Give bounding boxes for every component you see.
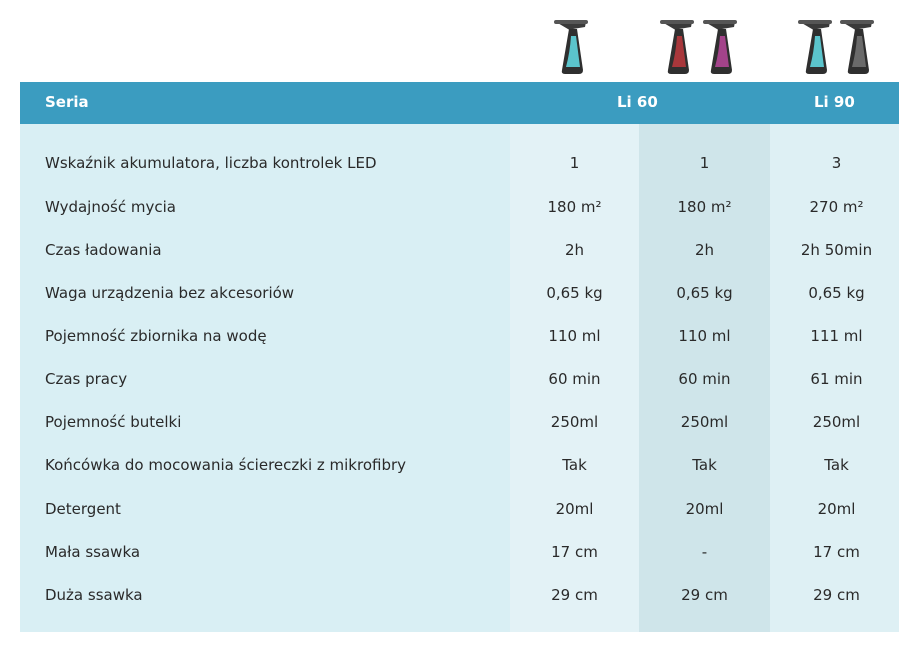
value-li60-b: 29 cm	[681, 586, 728, 604]
header-series-label: Seria	[45, 93, 89, 111]
row-label: Pojemność zbiornika na wodę	[45, 327, 267, 345]
table-row	[20, 315, 899, 358]
value-li90: 3	[831, 154, 842, 172]
vacuum-grey-icon	[838, 18, 878, 76]
table-row	[20, 142, 899, 185]
row-label: Czas ładowania	[45, 241, 162, 259]
table-row	[20, 401, 899, 444]
row-label: Wydajność mycia	[45, 198, 176, 216]
value-li60-b: Tak	[692, 456, 717, 474]
table-row	[20, 444, 899, 487]
vacuum-red-icon	[658, 18, 698, 76]
value-li60-b: -	[701, 543, 708, 561]
row-label: Czas pracy	[45, 370, 128, 388]
value-li60-a: 180 m²	[547, 198, 602, 216]
value-li60-a: 2h	[564, 241, 585, 259]
value-li90: 270 m²	[809, 198, 864, 216]
value-li60-b: 180 m²	[677, 198, 732, 216]
row-label: Końcówka do mocowania ściereczki z mikrofibry	[45, 456, 407, 474]
value-li60-b: 20ml	[685, 500, 724, 518]
value-li60-a: 60 min	[548, 370, 601, 388]
row-label: Mała ssawka	[45, 543, 141, 561]
vacuum-turquoise-dark-icon	[796, 18, 836, 76]
row-label: Duża ssawka	[45, 586, 143, 604]
value-li60-a: 250ml	[550, 413, 599, 431]
value-li60-a: Tak	[562, 456, 587, 474]
value-li90: Tak	[824, 456, 849, 474]
value-li60-b: 2h	[694, 241, 715, 259]
vacuum-turquoise-icon	[552, 18, 592, 76]
table-header	[20, 82, 899, 124]
value-li90: 0,65 kg	[808, 284, 865, 302]
value-li90: 250ml	[812, 413, 861, 431]
value-li60-b: 110 ml	[678, 327, 731, 345]
table-row	[20, 531, 899, 574]
value-li60-a: 1	[569, 154, 580, 172]
table-row	[20, 574, 899, 617]
vacuum-purple-icon	[701, 18, 741, 76]
table-row	[20, 358, 899, 401]
table-row	[20, 229, 899, 272]
value-li60-a: 110 ml	[548, 327, 601, 345]
value-li90: 61 min	[810, 370, 863, 388]
value-li60-b: 60 min	[678, 370, 731, 388]
table-row	[20, 272, 899, 315]
row-label: Pojemność butelki	[45, 413, 182, 431]
value-li90: 29 cm	[813, 586, 860, 604]
table-row	[20, 186, 899, 229]
value-li60-a: 20ml	[555, 500, 594, 518]
header-li90-label: Li 90	[814, 93, 855, 111]
table-row	[20, 488, 899, 531]
header-li60-label: Li 60	[617, 93, 658, 111]
value-li60-b: 0,65 kg	[676, 284, 733, 302]
value-li60-b: 250ml	[680, 413, 729, 431]
value-li60-a: 0,65 kg	[546, 284, 603, 302]
value-li60-a: 29 cm	[551, 586, 598, 604]
value-li90: 20ml	[817, 500, 856, 518]
row-label: Detergent	[45, 500, 121, 518]
row-label: Wskaźnik akumulatora, liczba kontrolek LED	[45, 154, 377, 172]
value-li90: 111 ml	[810, 327, 863, 345]
value-li60-a: 17 cm	[551, 543, 598, 561]
value-li90: 2h 50min	[800, 241, 873, 259]
value-li60-b: 1	[699, 154, 710, 172]
value-li90: 17 cm	[813, 543, 860, 561]
product-images	[0, 0, 920, 82]
row-label: Waga urządzenia bez akcesoriów	[45, 284, 295, 302]
